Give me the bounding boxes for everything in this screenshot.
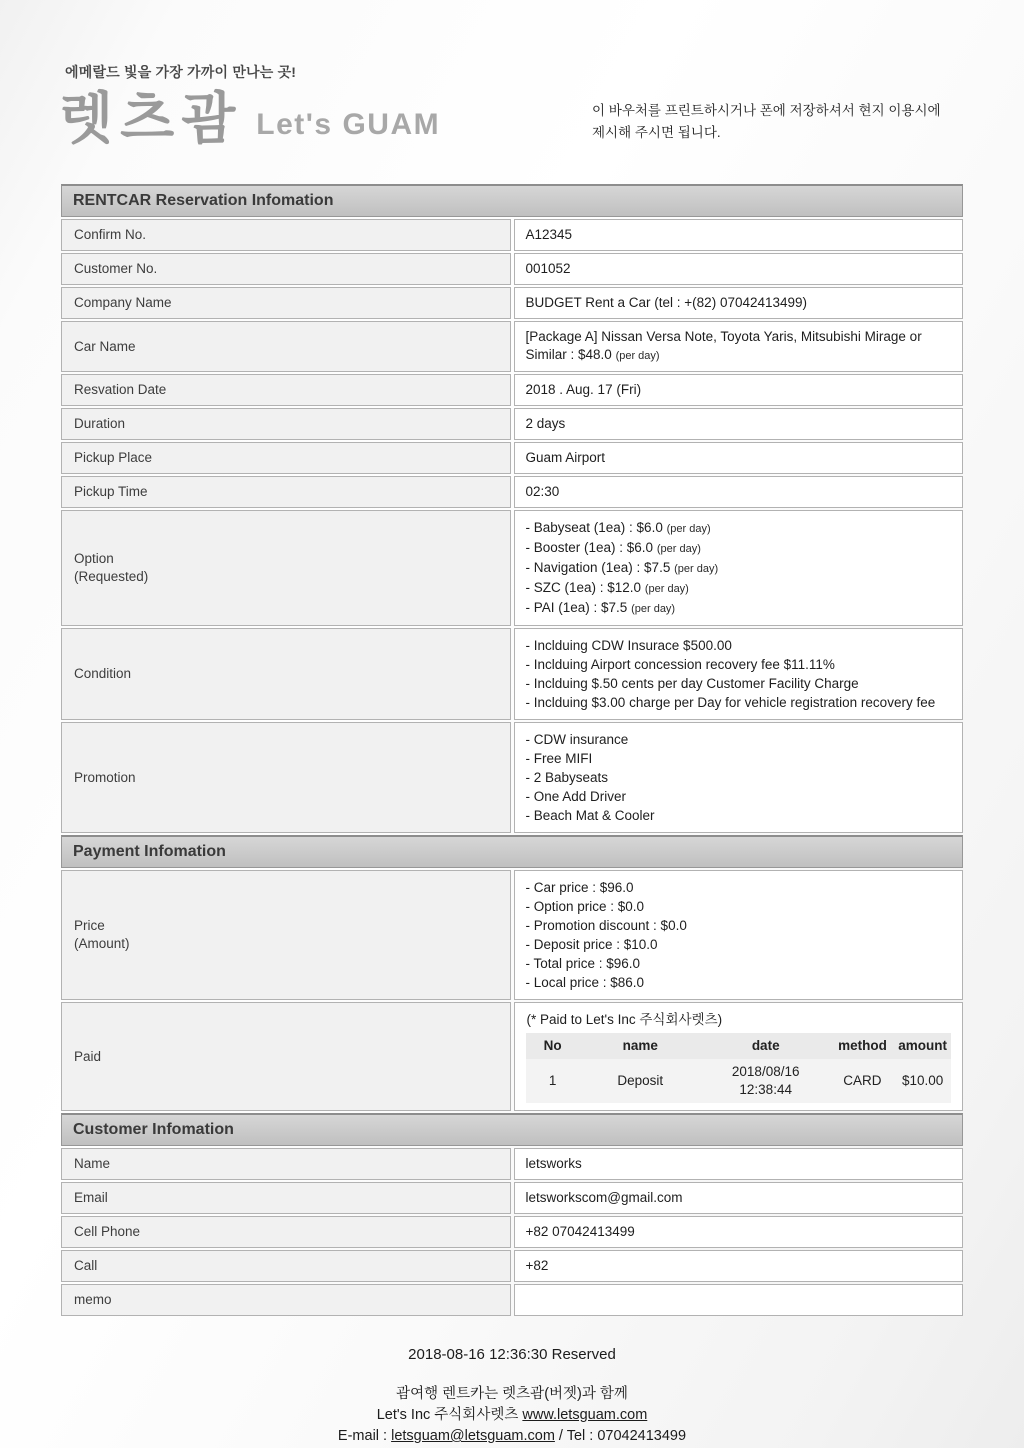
paid-header-row	[526, 1033, 952, 1059]
section-row	[61, 1113, 963, 1146]
logo-english-text: Let's GUAM	[256, 107, 441, 141]
footer-company-line	[0, 1405, 1024, 1426]
table-row-condition	[61, 628, 963, 720]
section-header-payment: Payment Infomation	[61, 835, 963, 868]
email-link[interactable]: letsguam@letsguam.com	[391, 1428, 555, 1445]
row-label: Pickup Place	[61, 442, 511, 474]
row-value: A12345	[514, 219, 964, 251]
row-value: 2018 . Aug. 17 (Fri)	[514, 374, 964, 406]
table-row	[61, 219, 963, 251]
table-row	[61, 1284, 963, 1316]
row-value	[514, 321, 964, 372]
table-row	[61, 442, 963, 474]
row-value: +82 07042413499	[514, 1216, 964, 1248]
voucher-table	[58, 182, 966, 1318]
car-name-text: [Package A] Nissan Versa Note, Toyota Yaris, Mitsubishi Mirage or Similar : $48.0	[525, 329, 922, 362]
price-line: - Option price : $0.0	[525, 898, 645, 914]
row-value	[514, 870, 964, 1000]
table-row	[61, 408, 963, 440]
table-row-option	[61, 510, 963, 626]
paid-cell-date: 2018/08/16 12:38:44	[701, 1059, 831, 1103]
row-value: Guam Airport	[514, 442, 964, 474]
promotion-line: - CDW insurance	[525, 731, 629, 747]
per-day-suffix: (per day)	[656, 542, 701, 555]
footer-company-block	[0, 1384, 1024, 1447]
row-value: 02:30	[514, 476, 964, 508]
price-line: - Local price : $86.0	[525, 974, 645, 990]
paid-caption: (* Paid to Let's Inc 주식회사렛츠)	[526, 1012, 723, 1027]
voucher-usage-notice: 이 바우처를 프린트하시거나 폰에 저장하셔서 현지 이용시에 제시해 주시면 됩니다.	[592, 103, 941, 140]
promotion-line: - Beach Mat & Cooler	[525, 807, 655, 823]
per-day-suffix: (per day)	[666, 522, 711, 535]
website-link[interactable]: www.letsguam.com	[522, 1407, 648, 1424]
row-label: Cell Phone	[61, 1216, 511, 1248]
price-line: - Car price : $96.0	[525, 879, 634, 895]
row-label: Duration	[61, 408, 511, 440]
table-row	[61, 1250, 963, 1282]
section-row	[61, 835, 963, 868]
row-label: Promotion	[61, 722, 511, 833]
condition-line: - Inclduing $.50 cents per day Customer Facility Charge	[525, 675, 859, 691]
per-day-suffix: (per day)	[631, 602, 676, 615]
reserved-timestamp: 2018-08-16 12:36:30 Reserved	[408, 1346, 616, 1363]
row-label: Pickup Time	[61, 476, 511, 508]
price-line: - Total price : $96.0	[525, 955, 641, 971]
row-value: 001052	[514, 253, 964, 285]
option-line: - Navigation (1ea) : $7.5 (per day)	[525, 559, 719, 575]
table-row-price	[61, 870, 963, 1000]
per-day-suffix: (per day)	[615, 350, 660, 362]
table-row-promotion	[61, 722, 963, 833]
paid-data-row	[526, 1059, 952, 1103]
row-value: letsworkscom@gmail.com	[514, 1182, 964, 1214]
paid-col-date: date	[701, 1033, 831, 1059]
row-label: Paid	[61, 1002, 511, 1111]
per-day-suffix: (per day)	[674, 562, 719, 575]
price-label-line1: Price	[74, 918, 105, 933]
row-label: Call	[61, 1250, 511, 1282]
row-label: Condition	[61, 628, 511, 720]
per-day-suffix: (per day)	[644, 582, 689, 595]
section-header-rentcar: RENTCAR Reservation Infomation	[61, 184, 963, 217]
row-label: Confirm No.	[61, 219, 511, 251]
table-row	[61, 1182, 963, 1214]
row-value	[514, 628, 964, 720]
table-row	[61, 287, 963, 319]
table-row	[61, 476, 963, 508]
promotion-line: - One Add Driver	[525, 788, 627, 804]
section-row	[61, 184, 963, 217]
promotion-line: - Free MIFI	[525, 750, 593, 766]
brand-tagline: 에메랄드 빛을 가장 가까이 만나는 곳!	[65, 64, 297, 80]
row-label: Car Name	[61, 321, 511, 372]
table-row	[61, 253, 963, 285]
table-row	[61, 374, 963, 406]
option-label-line2: (Requested)	[74, 569, 149, 584]
row-value: letsworks	[514, 1148, 964, 1180]
paid-cell-no: 1	[526, 1059, 580, 1103]
row-value	[514, 510, 964, 626]
row-label: Email	[61, 1182, 511, 1214]
table-row	[61, 1148, 963, 1180]
row-label: Name	[61, 1148, 511, 1180]
row-value	[514, 1002, 964, 1111]
footer-email-label: E-mail :	[337, 1428, 392, 1445]
row-value	[514, 1284, 964, 1316]
option-line: - Babyseat (1ea) : $6.0 (per day)	[525, 519, 711, 535]
footer-company-name: Let's Inc 주식회사렛츠	[376, 1407, 523, 1424]
option-line: - PAI (1ea) : $7.5 (per day)	[525, 599, 676, 615]
condition-line: - Inclduing Airport concession recovery fee $11.11%	[525, 656, 835, 672]
row-value: +82	[514, 1250, 964, 1282]
voucher-header	[0, 0, 1024, 170]
row-label	[61, 870, 511, 1000]
logo-korean-text: 렛츠괌	[59, 87, 243, 150]
row-label: memo	[61, 1284, 511, 1316]
table-row	[61, 1216, 963, 1248]
paid-history-table	[526, 1033, 952, 1103]
option-line: - SZC (1ea) : $12.0 (per day)	[525, 579, 689, 595]
section-header-customer: Customer Infomation	[61, 1113, 963, 1146]
option-line: - Booster (1ea) : $6.0 (per day)	[525, 539, 701, 555]
footer-contact-line	[0, 1426, 1024, 1447]
price-label-line2: (Amount)	[74, 936, 130, 951]
paid-cell-method: CARD	[831, 1059, 895, 1103]
row-value: 2 days	[514, 408, 964, 440]
table-row	[61, 321, 963, 372]
footer-slogan: 괌여행 렌트카는 렛츠괌(버젯)과 함께	[396, 1386, 628, 1402]
voucher-footer	[0, 1346, 1024, 1447]
paid-col-amount: amount	[894, 1033, 951, 1059]
paid-cell-amount: $10.00	[894, 1059, 951, 1103]
row-value	[514, 722, 964, 833]
paid-col-method: method	[831, 1033, 895, 1059]
row-label: Company Name	[61, 287, 511, 319]
row-label: Resvation Date	[61, 374, 511, 406]
footer-tel-text: / Tel : 07042413499	[554, 1428, 687, 1445]
paid-cell-name: Deposit	[580, 1059, 701, 1103]
price-line: - Promotion discount : $0.0	[525, 917, 687, 933]
promotion-line: - 2 Babyseats	[525, 769, 609, 785]
paid-col-name: name	[580, 1033, 701, 1059]
table-row-paid	[61, 1002, 963, 1111]
row-value: BUDGET Rent a Car (tel : +(82) 07042413499)	[514, 287, 964, 319]
option-label-line1: Option	[74, 551, 114, 566]
row-label	[61, 510, 511, 626]
row-label: Customer No.	[61, 253, 511, 285]
paid-col-no: No	[526, 1033, 580, 1059]
condition-line: - Inclduing CDW Insurace $500.00	[525, 637, 732, 653]
condition-line: - Inclduing $3.00 charge per Day for vehicle registration recovery fee	[525, 694, 936, 710]
price-line: - Deposit price : $10.0	[525, 936, 658, 952]
